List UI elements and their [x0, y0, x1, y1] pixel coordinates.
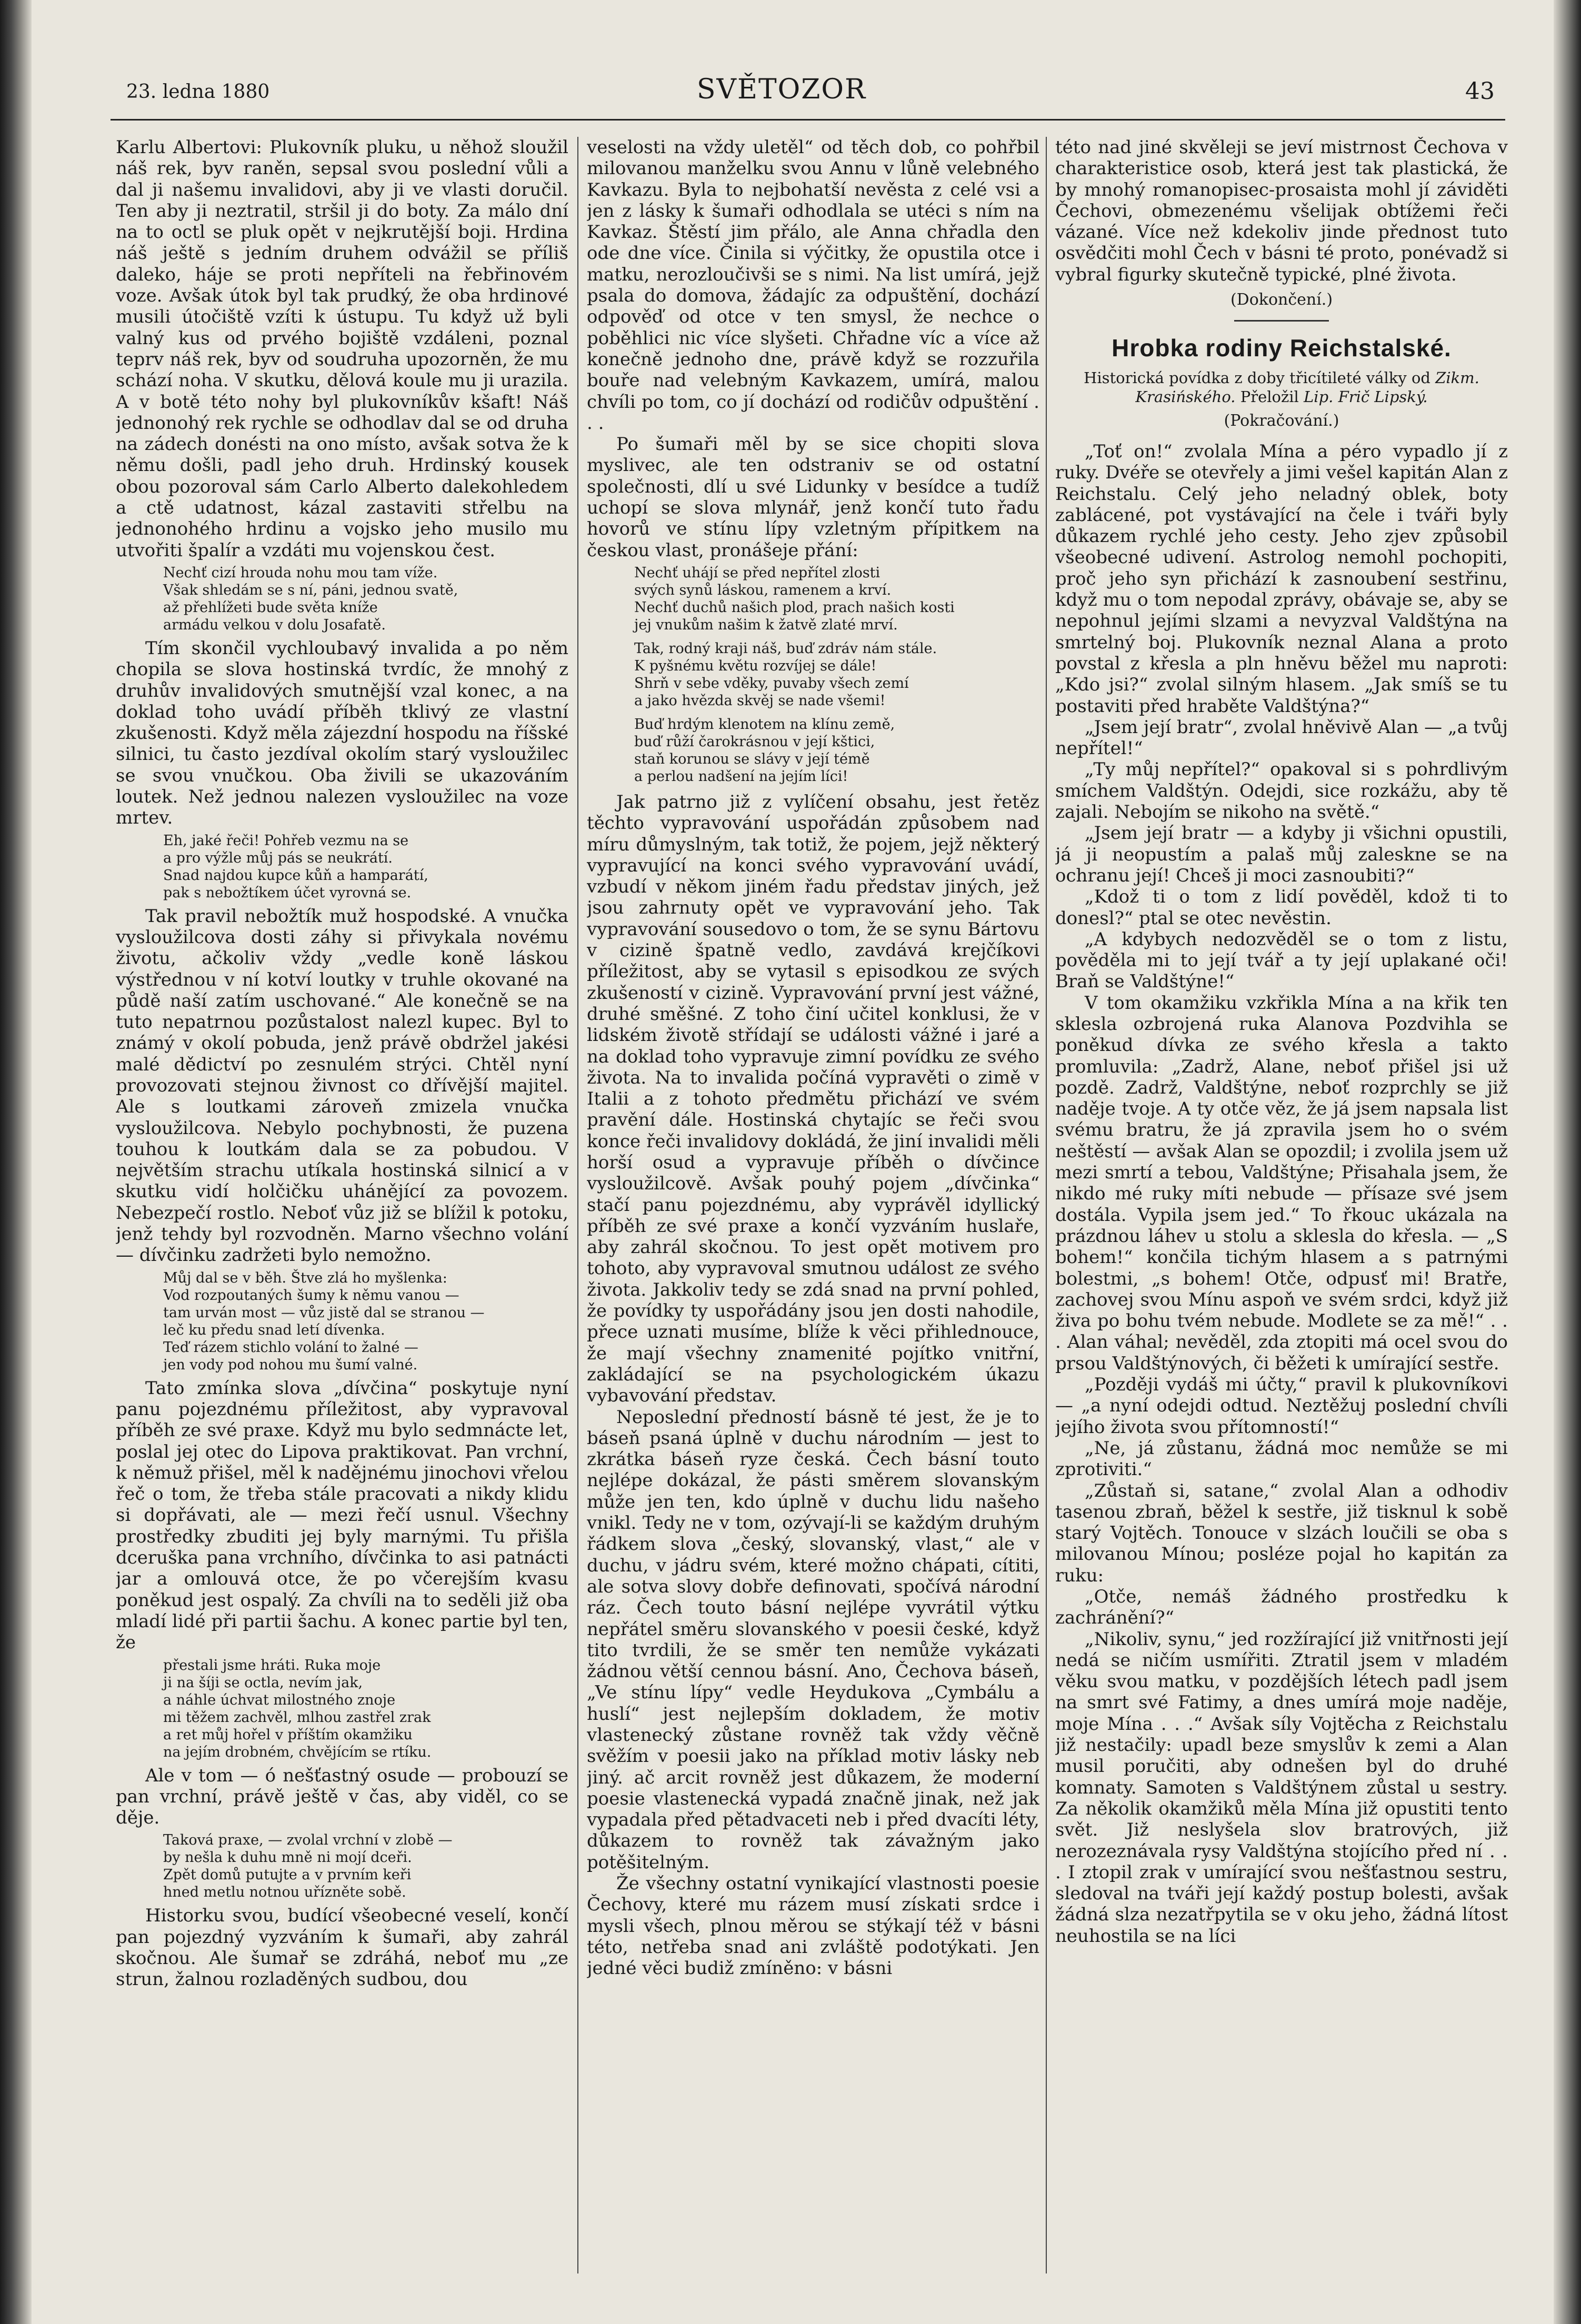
verse-line: armádu velkou v dolu Josafatě. [163, 616, 386, 633]
author-name: Zikm. Krasińského. [1135, 368, 1479, 406]
page-number: 43 [1465, 78, 1495, 105]
paragraph: Že všechny ostatní vynikající vlastnosti poesie Čechovy, které mu rázem musí získati srdce i mysli všech, plnou měrou se stýkají též v básni této, netřeba snad ani zvláště podotýkati. Jen jedné věci budiž zmíněno: v básni [587, 1873, 1039, 1979]
verse-quote [163, 832, 568, 901]
verse-line: Buď hrdým klenotem na klínu země, [634, 716, 895, 733]
verse-line: Teď rázem stichlo volání to žalné — [163, 1339, 418, 1356]
conclusion-note: (Dokončení.) [1230, 290, 1333, 309]
text-column-2 [587, 137, 1039, 2268]
continuation-note: (Pokračování.) [1224, 411, 1339, 430]
newspaper-page [37, 58, 1526, 2300]
page-edge-right [1554, 0, 1581, 2324]
verse-line: staň korunou se slávy v její témě [634, 750, 870, 767]
verse-quote [163, 564, 568, 634]
column-divider [577, 137, 578, 2273]
verse-line: K pyšnému květu rozvíjej se dále! [634, 657, 877, 674]
verse-line: na jejím drobném, chvějícím se rtíku. [163, 1744, 432, 1760]
verse-line: Eh, jaké řeči! Pohřeb vezmu na se [163, 832, 409, 849]
verse-quote [163, 1269, 568, 1374]
verse-line: Vod rozpoutaných šumy k němu vanou — [163, 1287, 459, 1304]
verse-line: a náhle úchvat milostného znoje [163, 1691, 396, 1708]
paragraph: Tato zmínka slova „dívčina“ poskytuje nyní panu pojezdnému příležitost, aby vypravoval příběh ze své praxe. Když mu bylo sedmnácte let, poslal jej otec do Lipova praktikovat. Pan vrchní, k němuž přišel, měl k nadějnému jinochovi vřelou řeč o tom, že třeba stále pracovati a nikdy klidu si dopřávati, ale — mezi řečí usnul. Všechny prostředky zbuditi jej byly marnými. Tu přišla dceruška pana vrchního, dívčinka to asi patnácti jar a omlouvá otce, že po včerejším kvasu poněkud jest ospalý. Za chvíli na to seděli již oba mladí lidé při partii šachu. A konec partie byl ten, že [116, 1377, 568, 1654]
paragraph: Ale v tom — ó nešťastný osude — probouzí se pan vrchní, právě ještě v čas, aby viděl, co se děje. [116, 1765, 568, 1829]
verse-line: Taková praxe, — zvolal vrchní v zlobě — [163, 1832, 453, 1849]
verse-line: tam urván most — vůz jistě dal se stranou — [163, 1304, 485, 1321]
verse-line: a perlou nadšení na jejím líci! [634, 768, 848, 785]
paragraph: Historku svou, budící všeobecné veselí, končí pan pojezdný vyzváním k šumaři, aby zahrál skočnou. Ale šumař se zdráhá, neboť mu „ze strun, žalnou rozladěných sudbou, dou [116, 1905, 568, 1990]
story-title: Hrobka rodiny Reichstalské. [1112, 334, 1452, 362]
verse-line: leč ku předu snad letí dívenka. [163, 1321, 385, 1338]
verse-line: buď růží čarokrásnou v její kštici, [634, 733, 875, 750]
paragraph: „Jsem její bratr — a kdyby ji všichni opustili, já ji neopustím a palaš můj zaleskne se na ochranu její! Chceš ji moci zasnoubiti?“ [1055, 823, 1508, 886]
verse-line: jej vnukům našim k žatvě zlaté mrví. [634, 616, 898, 633]
paragraph: „Zůstaň si, satane,“ zvolal Alan a odhodiv tasenou zbraň, běžel k sestře, již tisknul k sobě starý Vojtěch. Tonouce v slzách loučili se oba s milovanou Mínou; posléze pojal ho kapitán za ruku: [1055, 1480, 1508, 1586]
subtitle-text: Historická povídka z doby třicítileté války od [1084, 368, 1436, 387]
paragraph: „A kdybych nedozvěděl se o tom z listu, pověděla mi to její tvář a ty její uplakané oči! Braň se Valdštýne!“ [1055, 928, 1508, 993]
verse-line: a pro výžle můj pás se neukrátí. [163, 849, 393, 866]
story-subtitle [1060, 368, 1503, 406]
verse-quote [163, 1831, 568, 1901]
verse-line: Nechť uhájí se před nepřítel zlosti [634, 564, 880, 581]
paragraph: „Toť on!“ zvolala Mína a péro vypadlo jí z ruky. Dvéře se otevřely a jimi vešel kapitán Alan z Reichstalu. Celý jeho neladný oblek, boty zablácené, pot vystávající na čele i tváři byly důkazem rychlé jeho cesty. Jeho zjev způsobil všeobecné udivení. Astrolog nemohl pochopiti, proč jeho syn přichází k zasnoubení sestřinu, když mu o tom nepodal zprávy, obávaje se, aby se nepohnul jejími slzami a nevyzval Valdštýna na smrtelný boj. Plukovník neznal Alana a proto povstal z křesla a pln hněvu běžel mu naproti: „Kdo jsi?“ zvolal silným hlasem. „Jak smíš se tu postaviti před hraběte Valdštýna?“ [1055, 440, 1508, 717]
text-column-3 [1055, 137, 1508, 2268]
paragraph: Po šumaři měl by se sice chopiti slova myslivec, ale ten odstraniv se od ostatní společnosti, dlí u své Lidunky v besídce a tudíž uchopí se slova mlynář, jenž končí tuto řadu hovorů ve stínu lípy vzletným přípitkem na českou vlast, pronášeje přání: [587, 434, 1039, 561]
paragraph: „Ty můj nepřítel?“ opakoval si s pohrdlivým smíchem Valdštýn. Odejdi, sice rozkážu, aby tě zajali. Nebojím se nikoho na světě.“ [1055, 759, 1508, 823]
paragraph: „Nikoliv, synu,“ jed rozžírající již vnitřnosti její nedá se ničím usmířiti. Ztratil jsem v mladém věku svou matku, v pozdějších létech padl jsem na smrt své Fatimy, a dnes umírá moje naděje, moje Mína . . .“ Avšak síly Vojtěcha z Reichstalu již nestačily: upadl beze smyslův k zemi a Alan musil poručiti, aby odnešen byl do druhé komnaty. Samoten s Valdštýnem zůstal u sestry. Za několik okamžiků měla Mína již opustiti tento svět. Již neslyšela slov bratrových, již nerozeznávala rysy Valdštýna stojícího před ní . . . I ztopil zrak v umírající svou nešťastnou sestru, sledoval na tváři její každý postup bolesti, avšak žádná slza nezatřpytila se v oku jeho, žádná lítost neuhostila se na líci [1055, 1628, 1508, 1947]
paragraph: této nad jiné skvěleji se jeví mistrnost Čechova v charakteristice osob, která jest tak plastická, že by mnohý romanopisec-prosaista mohl jí záviděti Čechovi, obmezenému všelijak obtížemi řeči vázané. Více než kdekoliv jinde přednost tuto osvědčiti mohl Čech v básni té proto, ponévadž si vybral figurky skutečně typické, plné života. [1055, 137, 1508, 285]
verse-line: Zpět domů putujte a v prvním keři [163, 1867, 412, 1884]
paragraph: Tak pravil nebožtík muž hospodské. A vnučka vysloužilcova dosti záhy si přivykala novému životu, ačkoliv vždy „vedle koně láskou výstřednou v ní kotví loutky v truhle okované na půdě naší zatím uschované.“ Ale konečně se na tuto nepatrnou pozůstalost nalezl kupec. Byl to známý v okolí pobuda, jenž právě obdržel jakési malé dědictví po zesnulém strýci. Chtěl nyní provozovati stejnou živnost co dřívější majitel. Ale s loutkami zároveň zmizela vnučka vysloužilcova. Nebylo pochybnosti, že puzena touhou k loutkám dala se za pobudou. V největším strachu utíkala hostinská silnicí a v skutku vidí holčičku uhánějící za povozem. Nebezpečí rostlo. Neboť vůz již se blížil k potoku, jenž tehdy byl rozvodněn. Marno všechno volání — dívčinku zadržeti bylo nemožno. [116, 905, 568, 1266]
paragraph: „Kdož ti o tom z lidí pověděl, kdož ti to donesl?“ ptal se otec nevěstin. [1055, 886, 1508, 929]
subtitle-text: Přeložil [1235, 387, 1304, 406]
verse-line: Snad najdou kupce kůň a hamparátí, [163, 867, 428, 884]
page-header [37, 74, 1526, 111]
paragraph: Tím skončil vychloubavý invalida a po něm chopila se slova hostinská tvrdíc, že mnohý z druhův invalidových smutnější vzal konec, a na doklad toho uvádí příběh tklivý ze vlastní zkušenosti. Když měla zájezdní hospodu na říšské silnici, tu často jezdíval okolím starý vysloužilec se svou vnučkou. Oba živili se ukazováním loutek. Než jednou nalezen vysloužilec na voze mrtev. [116, 637, 568, 829]
verse-line: a jako hvězda skvěj se nade všemi! [634, 692, 886, 709]
verse-line: přestali jsme hráti. Ruka moje [163, 1657, 381, 1674]
verse-line: mi těžem zachvěl, mlhou zastřel zrak [163, 1709, 431, 1726]
page-binding-edge-left [0, 0, 32, 2324]
section-separator [1234, 320, 1329, 322]
verse-line: jen vody pod nohou mu šumí valné. [163, 1356, 418, 1373]
paragraph: veselosti na vždy uletěl“ od těch dob, co pohřbil milovanou manželku svou Annu v lůně velebného Kavkazu. Byla to nejbohatší nevěsta z celé vsi a jen z lásky k šumaři odhodlala se utéci s ním na Kavkaz. Štěstí jim přálo, ale Anna chřadla den ode dne více. Činila si výčitky, že opustila otce i matku, nerozloučivši se s nimi. Na list umírá, jejž psala do domova, žádajíc za odpuštění, dochází odpověď od otce v ten smysl, že nechce o poběhlici nic více slyšeti. Chřadne víc a více až konečně jednoho dne, právě když se rozzuřila bouře nad velebným Kavkazem, umírá, malou chvíli po tom, co jí dochází od rodičův odpuštění . . . [587, 137, 1039, 434]
verse-line: až přehlížeti bude světa kníže [163, 599, 378, 616]
issue-date: 23. ledna 1880 [126, 81, 270, 103]
paragraph: „Ne, já zůstanu, žádná moc nemůže se mi zprotiviti.“ [1055, 1437, 1508, 1480]
verse-line: hned metlu notnou uřízněte sobě. [163, 1884, 406, 1901]
verse-line: ji na šíji se octla, nevím jak, [163, 1674, 363, 1691]
header-rule [111, 119, 1505, 121]
verse-line: Tak, rodný kraji náš, buď zdráv nám stále. [634, 640, 937, 657]
text-column-1 [116, 137, 568, 2268]
verse-line: svých synů láskou, ramenem a krví. [634, 582, 892, 598]
masthead-title: SVĚTOZOR [696, 74, 867, 105]
verse-quote [163, 1657, 568, 1761]
verse-quote [634, 564, 1039, 785]
translator-name: Lip. Frič Lipský. [1304, 387, 1428, 406]
paragraph: „Jsem její bratr“, zvolal hněvivě Alan — „a tvůj nepřítel!“ [1055, 716, 1508, 759]
verse-line: Nechť duchů našich plod, prach našich kosti [634, 599, 955, 616]
verse-line: Nechť cizí hrouda nohu mou tam víže. [163, 564, 438, 581]
paragraph: Neposlední předností básně té jest, že je to báseň psaná úplně v duchu národním — jest to zkrátka báseň ryze česká. Čech básní touto nejlépe dokázal, že pásti směrem slovanským může jen ten, kdo úplně v duchu lidu našeho vnikl. Tedy ne v tom, ozývají-li se každým druhým řádkem slova „český, slovanský, vlast,“ ale v duchu, v jádru svém, které možno chápati, cítiti, ale sotva slovy dobře definovati, spočívá národní ráz. Čech touto básní nejlépe vyvrátil výtku nepřátel směru slovanského v poesii české, když tito tvrdili, že se směr ten nemůže vykázati žádnou větší cennou básní. Ano, Čechova báseň, „Ve stínu lípy“ vedle Heydukova „Cymbálu a huslí“ jest nejlepším dokladem, že motiv vlastenecký zůstane rovněž tak vždy věčně svěžím v poesii jako na příklad motiv lásky neb jiný. ač arcit rovněž jest důkazem, že moderní poesie vlastenecká vypadá značně jinak, než jak vypadala před pětadvaceti neb i před dvacíti léty, důkazem to rovněž tak závažným jako potěšitelným. [587, 1406, 1039, 1873]
verse-line: Můj dal se v běh. Štve zlá ho myšlenka: [163, 1269, 447, 1286]
verse-line: Však shledám se s ní, páni, jednou svatě, [163, 582, 458, 598]
paragraph: V tom okamžiku vzkřikla Mína a na křik ten sklesla ozbrojená ruka Alanova Pozdvihla se poněkud dívka ze svého křesla a takto promluvila: „Zadrž, Alane, neboť přišel jsi už pozdě. Zadrž, Valdštýne, neboť rozprchly se již naděje tvoje. A ty otče věz, že já jsem napsala list svému bratru, že já zpravila jsem ho o svém neštěstí — avšak Alan se opozdil; i zvolila jsem už mezi smrtí a tebou, Valdštýne; Přisahala jsem, že nikdo mé ruky míti nebude — přísaze své jsem dostála. Vypila jsem jed.“ To řkouc ukázala na prázdnou láhev u stolu a sklesla do křesla. — „S bohem!“ končila tichým hlasem a s patrnými bolestmi, „s bohem! Otče, odpusť mi! Bratře, zachovej svou Mínu aspoň ve svém srdci, když již živa po bohu tvém nebude. Modlete se za mě!“ . . . Alan váhal; nevěděl, zda ztopiti má ocel svou do prsou Valdštýnových, či běžeti k umírající sestře. [1055, 992, 1508, 1374]
verse-line: a ret můj hořel v příštím okamžiku [163, 1726, 413, 1743]
column-divider [1046, 137, 1047, 2273]
verse-line: Shrň v sebe vděky, puvaby všech zemí [634, 675, 909, 692]
paragraph: „Později vydáš mi účty,“ pravil k plukovníkovi — „a nyní odejdi odtud. Neztěžuj poslední chvíli jejího života svou přítomností!“ [1055, 1374, 1508, 1438]
verse-line: by nešla k duhu mně ni mojí dceři. [163, 1849, 412, 1866]
verse-line: pak s nebožtíkem účet vyrovná se. [163, 884, 412, 901]
paragraph: Jak patrno již z vylíčení obsahu, jest řetěz těchto vypravování uspořádán způsobem nad míru důmyslným, tak totiž, že pojem, jejž některý vypravující na konci svého vypravování uvádí, vzbudí v někom jiném řadu představ jiných, jež jsou zahrnuty opět ve vypravování jeho. Tak vypravování sousedovo o tom, že se synu Bártovu v cizině špatně vedlo, zavdává krejčíkovi příležitost, aby se vytasil s episodkou ze svých zkušeností v cizině. Vypravování první jest vážné, druhé směšné. Z toho činí učitel konklusi, že v lidském životě střídají se události vážné i jaré a na doklad toho vypravuje zimní povídku ze svého života. Na to invalida počíná vypravěti o zimě v Italii a z tohoto předmětu přichází ve svém pravění dále. Hostinská chytajíc se řeči svou konce řeči invalidovy dokládá, že jiní invalidi měli horší osud a vypravuje příběh o dívčince vysloužilcově. Avšak pouhý pojem „dívčinka“ stačí panu pojezdnému, aby vyprávěl idyllický příběh ze své praxe a končí vyzváním huslaře, aby zahrál skočnou. To jest opět motivem pro tohoto, aby vypravoval smutnou událost ze svého života. Jakkoliv tedy se zdá snad na první pohled, že povídky ty uspořádány jsou jen dosti nahodile, přece uznati musíme, blíže k věci přihlednouce, že mají všechny znamenité pojítko vnitřní, zakládající se na psychologickém úkazu vybavování představ. [587, 791, 1039, 1407]
paragraph: Karlu Albertovi: Plukovník pluku, u něhož sloužil náš rek, byv raněn, sepsal svou poslední vůli a dal ji našemu invalidovi, aby ji ve vlasti doručil. Ten aby ji neztratil, stršil ji do boty. Za málo dní na to octl se pluk opět v nejkrutější boji. Hrdina náš ještě s jedním druhem odvážil se příliš daleko, háje se proti nepříteli na řebřinovém voze. Avšak útok byl tak prudký, že oba hrdinové musili útočiště vzíti k ústupu. Tu když už byli valný kus od prvého bojiště vzdáleni, poznal teprv náš rek, byv od soudruha upozorněn, že mu schází noha. V skutku, dělová koule mu ji urazila. A v botě této nohy byl plukovníkův kšaft! Náš jednonohý rek rychle se odhodlav dal se od druha na zádech donésti na ono místo, avšak sotva že k němu došli, padl jeho druh. Hrdinský kousek obou pozoroval sám Carlo Alberto dalekohledem a ctě udatnost, kázal zastaviti střelbu na jednonohého hrdinu a vojsko jeho musilo mu utvořiti špalír a vzdáti mu vojenskou čest. [116, 137, 568, 561]
paragraph: „Otče, nemáš žádného prostředku k zachránění?“ [1055, 1586, 1508, 1629]
